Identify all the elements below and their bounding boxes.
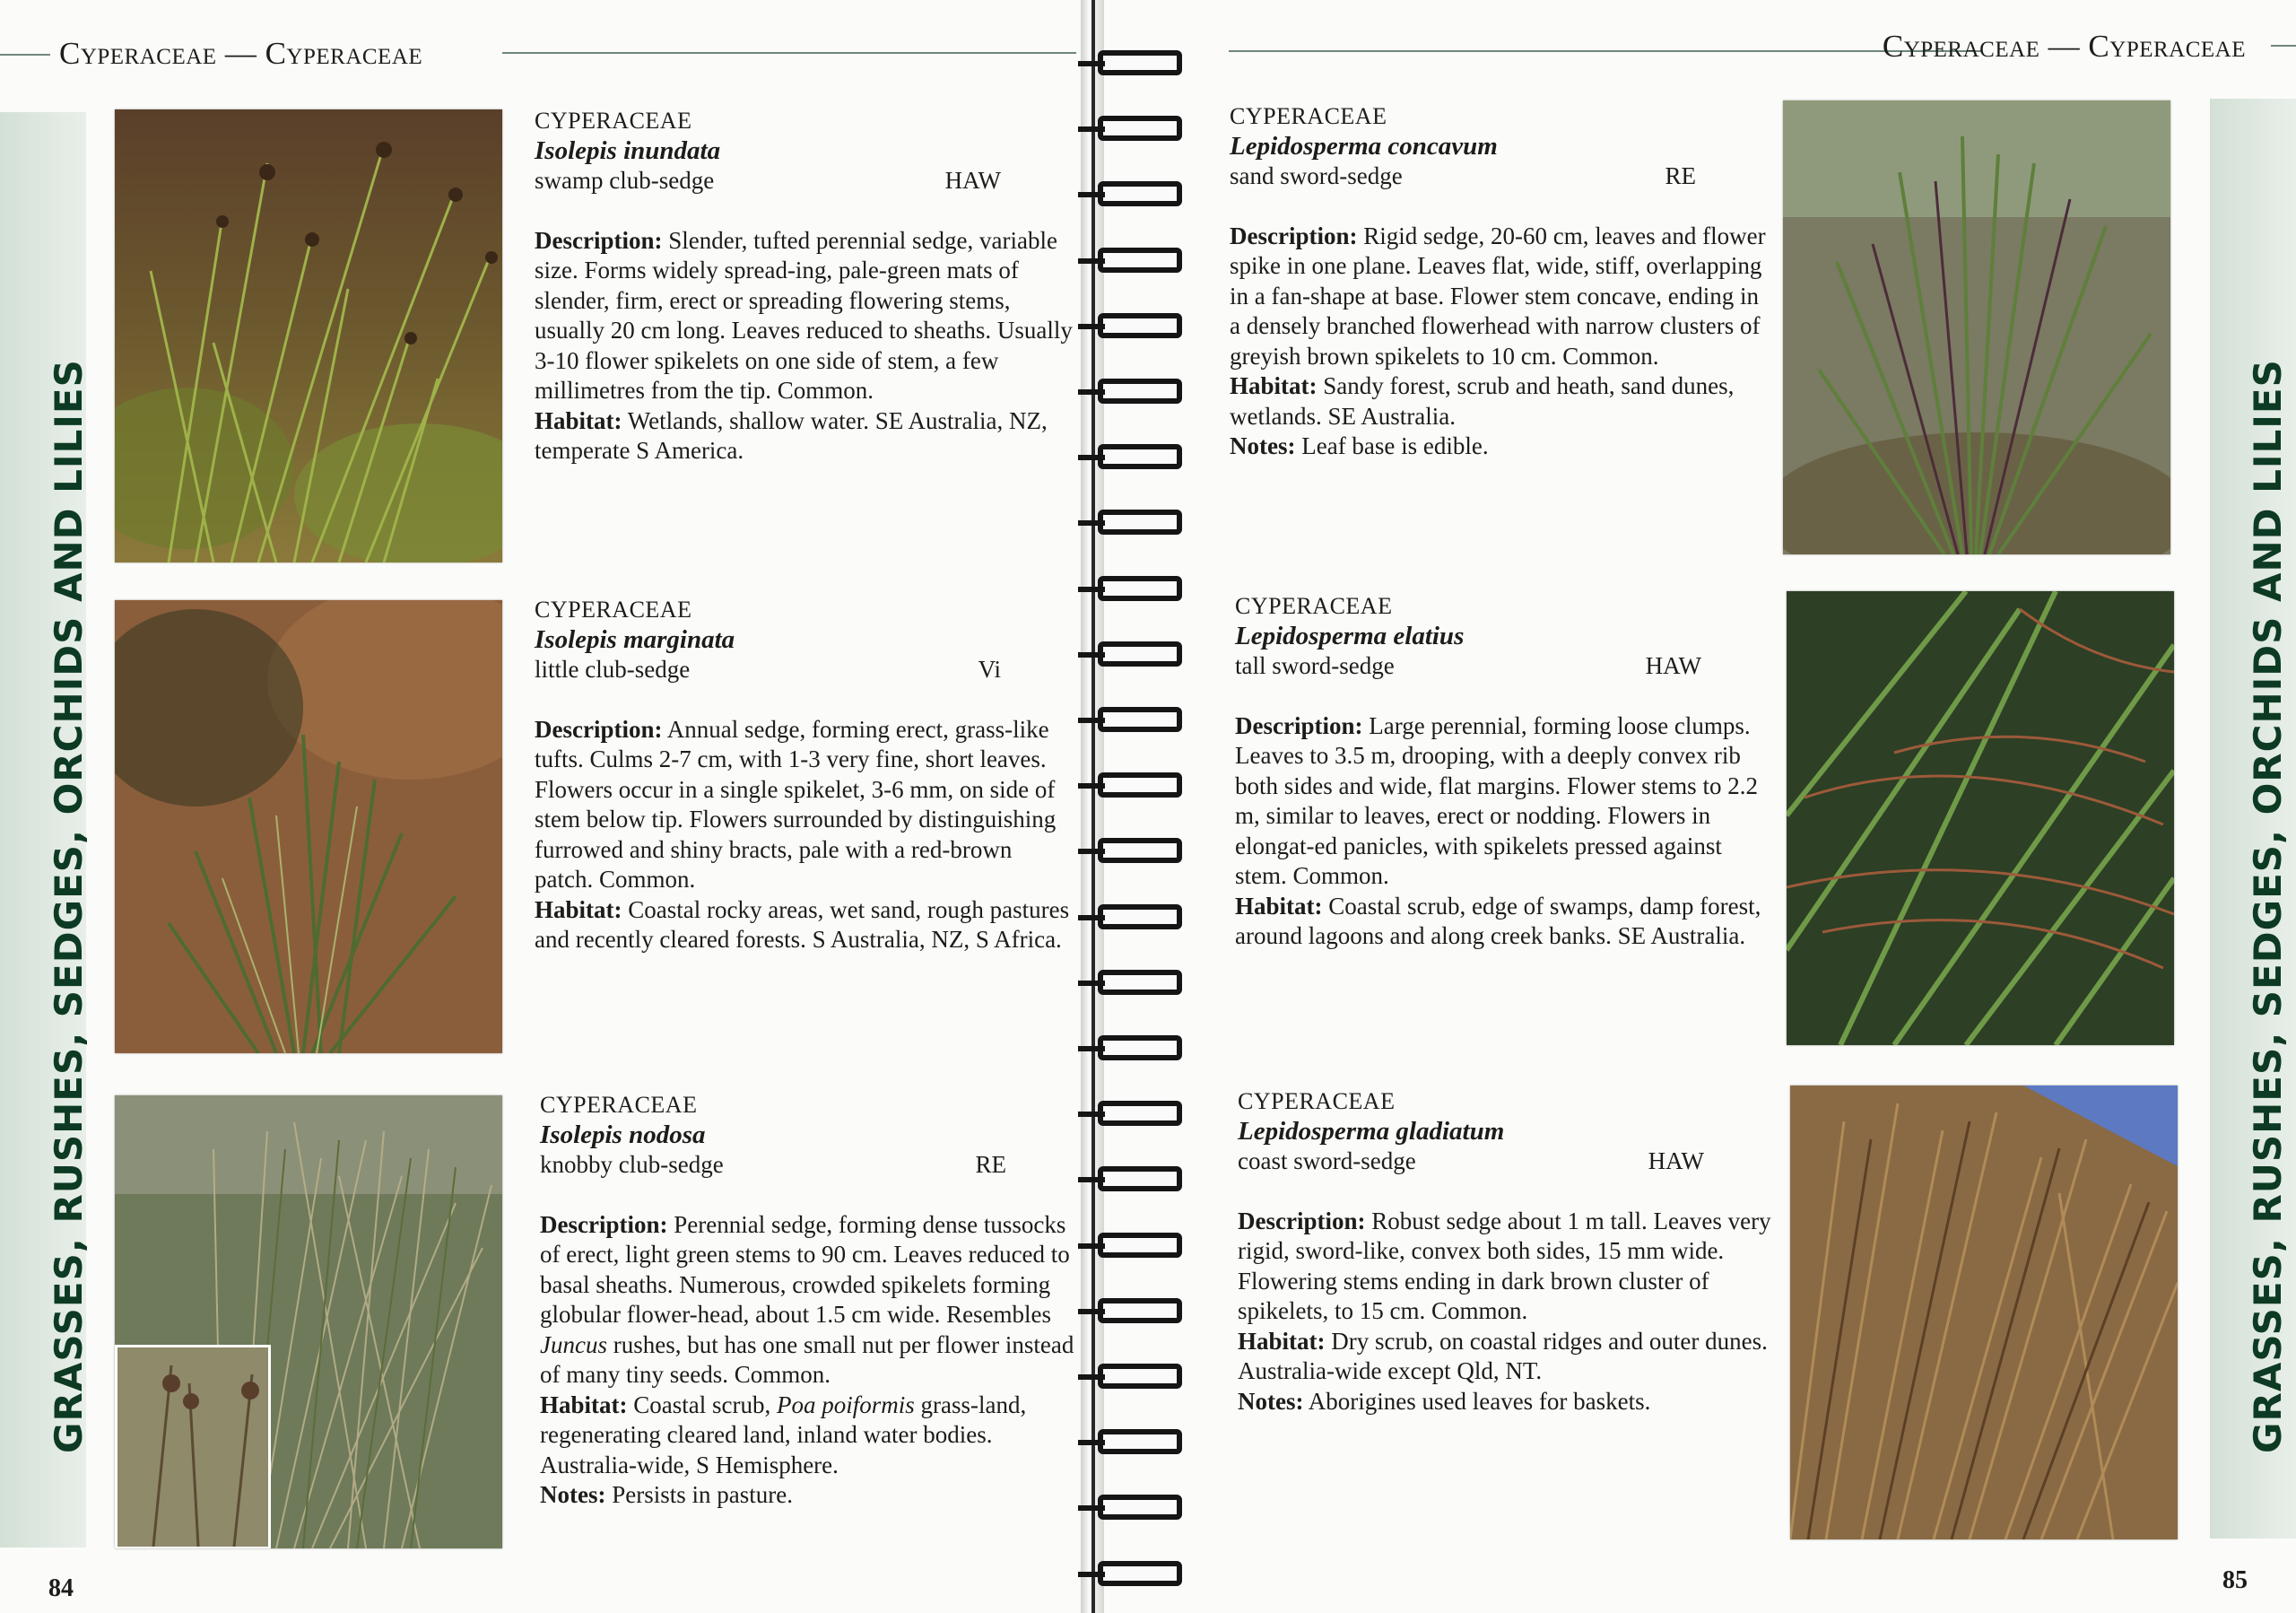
common-name: swamp club-sedge bbox=[535, 167, 715, 194]
notes-text: Notes: Persists in pasture. bbox=[540, 1481, 793, 1508]
species-entry bbox=[1230, 101, 1768, 462]
scientific-name: Lepidosperma concavum bbox=[1230, 131, 1498, 161]
scientific-name: Isolepis inundata bbox=[535, 135, 721, 165]
species-entry bbox=[540, 1090, 1078, 1511]
family-name: CYPERACEAE bbox=[1235, 593, 1393, 619]
scientific-name: Isolepis marginata bbox=[535, 624, 735, 654]
common-name: knobby club-sedge bbox=[540, 1151, 724, 1178]
header-rule bbox=[0, 54, 50, 56]
binding-ring bbox=[1098, 379, 1182, 404]
binding-ring bbox=[1098, 444, 1182, 469]
habitat-text: Habitat: Sandy forest, scrub and heath, sand dunes, wetlands. SE Australia. bbox=[1230, 372, 1735, 430]
side-tab-label-right: GRASSES, RUSHES, SEDGES, ORCHIDS AND LILIES bbox=[2246, 359, 2290, 1453]
binding-ring bbox=[1098, 904, 1182, 929]
species-entry bbox=[535, 595, 1073, 955]
conservation-status: HAW bbox=[944, 167, 1001, 194]
page-number-right: 85 bbox=[2222, 1566, 2248, 1594]
binding-ring bbox=[1098, 248, 1182, 273]
header-rule bbox=[2271, 45, 2296, 47]
conservation-status: HAW bbox=[1648, 1147, 1704, 1174]
description-text: Description: Large perennial, forming loose clumps. Leaves to 3.5 m, drooping, with a deeply convex rib both sides and wide, flat margins. Flower stems to 2.2 m, similar to leaves, erect or nodding. Flowers in elongat-ed panicles, with spikelets pressed against stem. Common. bbox=[1235, 711, 1758, 889]
scientific-name: Lepidosperma elatius bbox=[1235, 621, 1465, 650]
species-entry bbox=[1238, 1086, 1776, 1417]
running-header-right: Cyperaceae — Cyperaceae bbox=[1882, 29, 2246, 64]
photo-lepidosperma-elatius bbox=[1787, 591, 2174, 1045]
common-name: coast sword-sedge bbox=[1238, 1147, 1416, 1174]
habitat-text: Habitat: Dry scrub, on coastal ridges and outer dunes. Australia-wide except Qld, NT. bbox=[1238, 1327, 1768, 1384]
scientific-name: Isolepis nodosa bbox=[540, 1120, 706, 1149]
conservation-status: HAW bbox=[1645, 652, 1701, 679]
family-name: CYPERACEAE bbox=[1238, 1088, 1396, 1114]
family-name: CYPERACEAE bbox=[540, 1092, 698, 1118]
notes-text: Notes: Aborigines used leaves for baskets. bbox=[1238, 1387, 1651, 1415]
binding-ring bbox=[1098, 313, 1182, 338]
binding-ring bbox=[1098, 1364, 1182, 1389]
family-name: CYPERACEAE bbox=[535, 108, 692, 134]
binding-ring bbox=[1098, 970, 1182, 995]
right-page bbox=[1096, 0, 2296, 1613]
description-text: Description: Rigid sedge, 20-60 cm, leaves and flower spike in one plane. Leaves flat, wide, stiff, overlapping in a fan-shape at base. Flower stem concave, ending in a densely branched flowerhead with narrow clusters of greyish brown spikelets to 10 cm. Common. bbox=[1230, 222, 1766, 370]
binding-ring bbox=[1098, 641, 1182, 667]
common-name: little club-sedge bbox=[535, 656, 691, 683]
habitat-text: Habitat: Coastal scrub, Poa poiformis grass-land, regenerating cleared land, inland water bodies. Australia-wide, S Hemisphere. bbox=[540, 1391, 1027, 1478]
header-rule bbox=[1229, 50, 1982, 52]
running-header-left: Cyperaceae — Cyperaceae bbox=[59, 36, 423, 71]
binding-ring bbox=[1098, 1495, 1182, 1520]
binding-ring bbox=[1098, 576, 1182, 601]
binding-ring bbox=[1098, 116, 1182, 141]
inset-photo-isolepis-nodosa bbox=[115, 1345, 271, 1548]
binding-ring bbox=[1098, 1429, 1182, 1454]
header-rule bbox=[502, 52, 1076, 54]
page-number-left: 84 bbox=[48, 1574, 74, 1602]
description-text: Description: Annual sedge, forming erect, grass-like tufts. Culms 2-7 cm, with 1-3 very fine, short leaves. Flowers occur in a single spikelet, 3-6 mm, on side of stem below tip. Flowers surrounded by distinguishing furrowed and shiny bracts, pale with a red-brown patch. Common. bbox=[535, 715, 1057, 893]
common-name: tall sword-sedge bbox=[1235, 652, 1395, 679]
description-text: Description: Robust sedge about 1 m tall. Leaves very rigid, sword-like, convex both sides, 15 mm wide. Flowering stems ending in dark brown cluster of spikelets, to 15 cm. Common. bbox=[1238, 1207, 1771, 1324]
left-page bbox=[0, 0, 1090, 1613]
side-tab-label-left: GRASSES, RUSHES, SEDGES, ORCHIDS AND LILIES bbox=[47, 359, 91, 1453]
family-name: CYPERACEAE bbox=[1230, 103, 1387, 129]
conservation-status: RE bbox=[975, 1151, 1006, 1178]
habitat-text: Habitat: Wetlands, shallow water. SE Australia, NZ, temperate S America. bbox=[535, 406, 1048, 464]
binding-ring bbox=[1098, 1166, 1182, 1191]
conservation-status: RE bbox=[1665, 162, 1696, 189]
binding-ring bbox=[1098, 50, 1182, 75]
binding-ring bbox=[1098, 772, 1182, 798]
photo-isolepis-nodosa bbox=[115, 1095, 502, 1548]
habitat-text: Habitat: Coastal rocky areas, wet sand, rough pastures and recently cleared forests. S Australia, NZ, S Africa. bbox=[535, 895, 1070, 953]
description-text: Description: Perennial sedge, forming dense tussocks of erect, light green stems to 90 cm. Leaves reduced to basal sheaths. Numerous, crowded spikelets forming globular flower-head, about 1.5 cm wide. Resembles Juncus rushes, but has one small nut per flower instead of many tiny seeds. Common. bbox=[540, 1210, 1074, 1388]
photo-isolepis-marginata bbox=[115, 600, 502, 1053]
conservation-status: Vi bbox=[978, 656, 1001, 683]
species-entry bbox=[535, 106, 1073, 466]
binding-ring bbox=[1098, 707, 1182, 732]
binding-ring bbox=[1098, 1233, 1182, 1258]
binding-ring bbox=[1098, 1035, 1182, 1060]
binding-ring bbox=[1098, 838, 1182, 863]
book-gutter bbox=[1091, 0, 1095, 1613]
description-text: Description: Slender, tufted perennial sedge, variable size. Forms widely spread-ing, pale-green mats of slender, firm, erect or spreading flowering stems, usually 20 cm long. Leaves reduced to sheaths. Usually 3-10 flower spikelets on one side of stem, a few millimetres from the tip. Common. bbox=[535, 226, 1073, 404]
notes-text: Notes: Leaf base is edible. bbox=[1230, 432, 1489, 459]
binding-ring bbox=[1098, 1101, 1182, 1126]
binding-ring bbox=[1098, 510, 1182, 535]
common-name: sand sword-sedge bbox=[1230, 162, 1403, 189]
binding-ring bbox=[1098, 1298, 1182, 1323]
family-name: CYPERACEAE bbox=[535, 597, 692, 623]
scientific-name: Lepidosperma gladiatum bbox=[1238, 1116, 1505, 1146]
photo-lepidosperma-gladiatum bbox=[1790, 1086, 2178, 1539]
binding-ring bbox=[1098, 181, 1182, 206]
species-entry bbox=[1235, 591, 1773, 952]
habitat-text: Habitat: Coastal scrub, edge of swamps, damp forest, around lagoons and along creek banks. SE Australia. bbox=[1235, 892, 1761, 949]
binding-ring bbox=[1098, 1561, 1182, 1586]
photo-isolepis-inundata bbox=[115, 109, 502, 562]
photo-lepidosperma-concavum bbox=[1783, 100, 2170, 554]
